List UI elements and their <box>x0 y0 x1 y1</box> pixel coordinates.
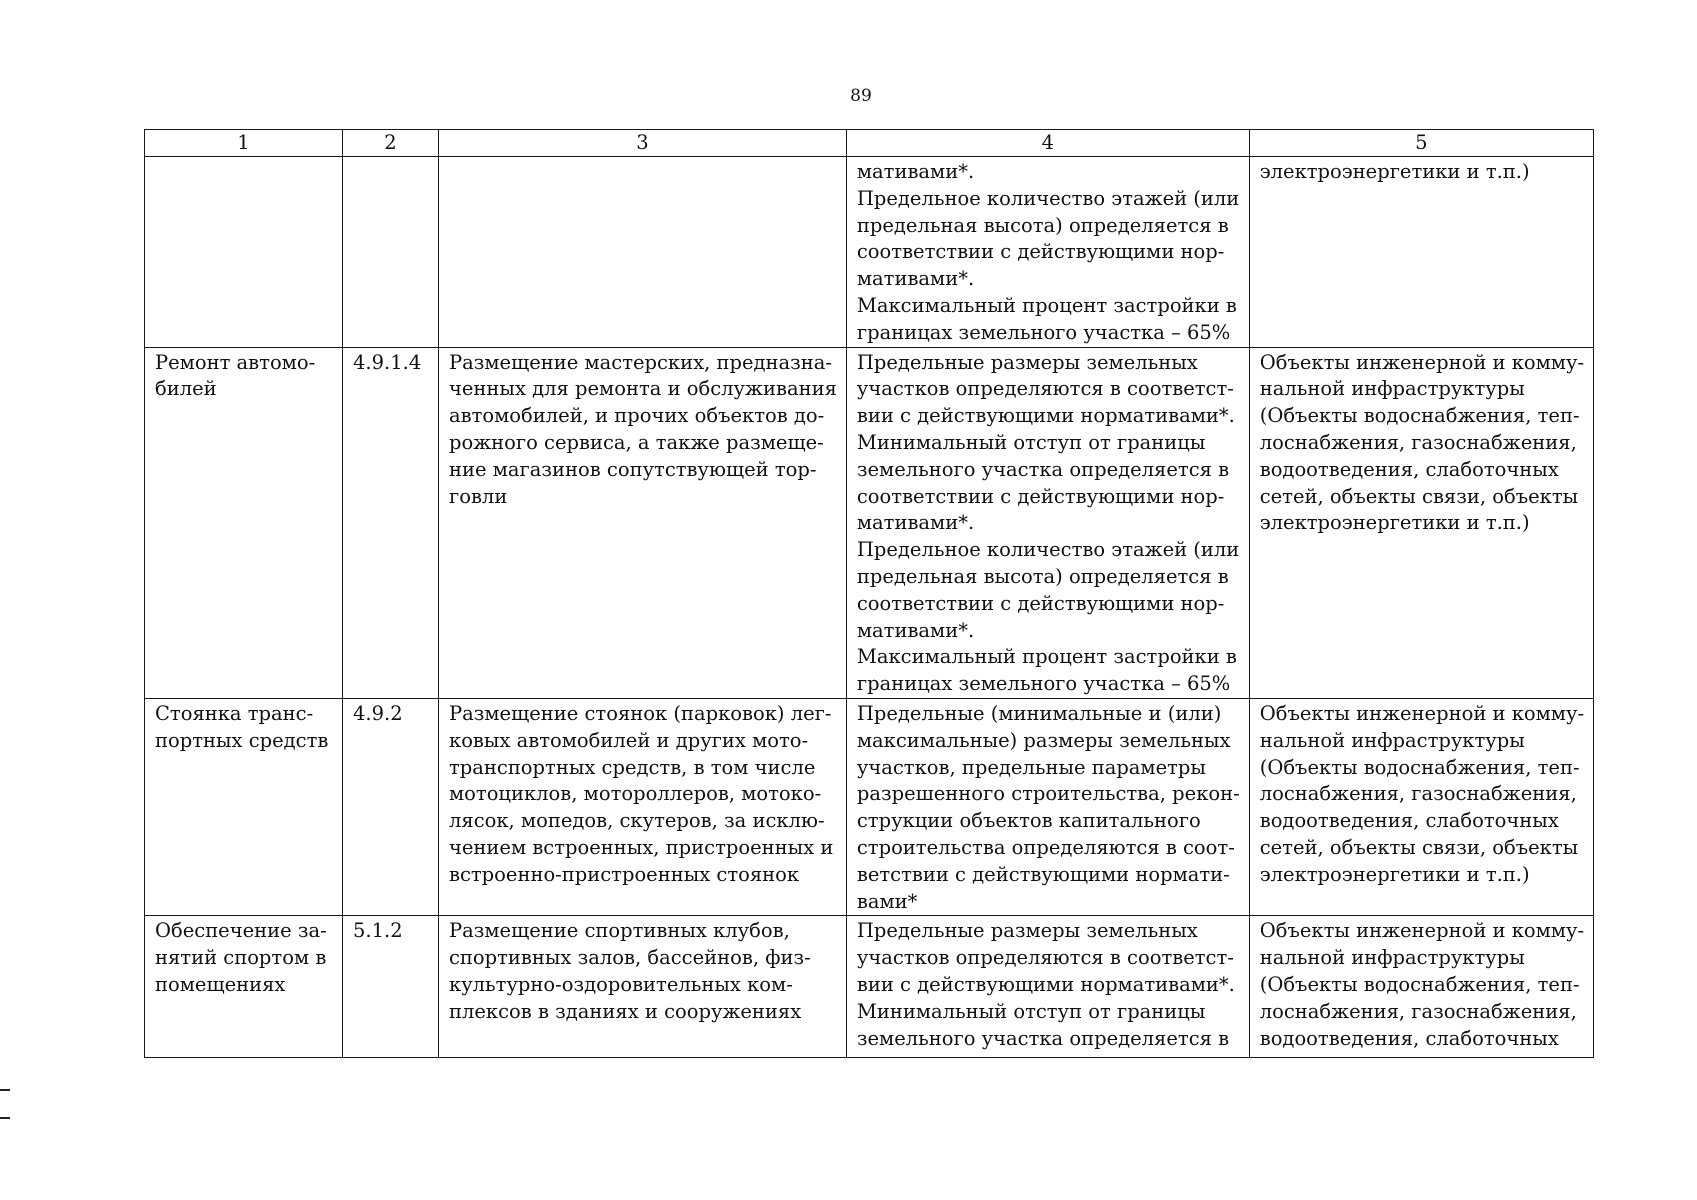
cell-text-line: лоснабжения, газоснабжения, <box>1259 999 1577 1023</box>
use-name-cell <box>145 916 343 1058</box>
cell-text-line: мативами*. <box>856 267 975 291</box>
column-header-3: 3 <box>439 130 847 157</box>
table-row <box>145 698 1594 915</box>
cell-text-line: плексов в зданиях и сооружениях <box>449 999 802 1023</box>
cell-text-line: Минимальный отступ от границы <box>856 999 1206 1023</box>
cell-text-line: участков определяются в соответст- <box>856 946 1234 970</box>
cell-text-line: земельного участка определяется в <box>856 1026 1230 1050</box>
cell-text-line: ние магазинов сопутствующей тор- <box>449 457 817 481</box>
column-header-1: 1 <box>145 130 343 157</box>
cell-text-line: Размещение стоянок (парковок) лег- <box>449 701 832 725</box>
cell-text-line: электроэнергетики и т.п.) <box>1259 160 1530 183</box>
cell-text-line: Размещение спортивных клубов, <box>449 919 790 943</box>
cell-text-line: автомобилей, и прочих объектов до- <box>449 404 825 428</box>
cell-text-line: предельная высота) определяется в <box>856 213 1229 237</box>
margin-tick-mark <box>0 1117 10 1119</box>
cell-text-line: Обеспечение за- <box>155 919 327 943</box>
use-description-cell <box>439 157 847 348</box>
cell-text-line: (Объекты водоснабжения, теп- <box>1259 404 1580 428</box>
column-header-2: 2 <box>343 130 439 157</box>
cell-text-line: нальной инфраструктуры <box>1259 728 1525 752</box>
cell-text-line: лясок, мопедов, скутеров, за исклю- <box>449 809 825 833</box>
use-description-cell <box>439 916 847 1058</box>
cell-text-line: (Объекты водоснабжения, теп- <box>1259 755 1580 779</box>
cell-text-line: ковых автомобилей и других мото- <box>449 728 809 752</box>
cell-text-line: соответствии с действующими нор- <box>856 240 1225 264</box>
cell-text-line: нятий спортом в <box>155 946 327 970</box>
infrastructure-cell <box>1249 916 1593 1058</box>
cell-text-line: максимальные) размеры земельных <box>856 728 1231 752</box>
infrastructure-cell <box>1249 347 1593 698</box>
cell-text-line: Объекты инженерной и комму- <box>1259 919 1585 943</box>
cell-text-line: границах земельного участка – 65% <box>856 672 1231 696</box>
cell-text-line: Стоянка транс- <box>155 701 314 725</box>
cell-text-line: транспортных средств, в том числе <box>449 755 816 779</box>
table-row <box>145 347 1594 698</box>
cell-text-line: мативами*. <box>856 618 975 642</box>
cell-text-line: чением встроенных, пристроенных и <box>449 835 834 859</box>
use-description-cell <box>439 698 847 915</box>
cell-text-line: вами* <box>856 889 918 913</box>
cell-text-line: электроэнергетики и т.п.) <box>1259 862 1530 886</box>
cell-text-line: соответствии с действующими нор- <box>856 484 1225 508</box>
cell-text-line: водоотведения, слаботочных <box>1259 1026 1559 1050</box>
margin-tick-mark <box>0 1089 10 1091</box>
parameters-cell <box>846 157 1249 348</box>
cell-text-line: сетей, объекты связи, объекты <box>1259 835 1579 859</box>
cell-text-line: Предельное количество этажей (или <box>856 186 1240 210</box>
cell-text-line: водоотведения, слаботочных <box>1259 809 1559 833</box>
cell-text-line: мативами*. <box>856 160 975 183</box>
cell-text-line: лоснабжения, газоснабжения, <box>1259 782 1577 806</box>
cell-text-line: Максимальный процент застройки в <box>856 293 1237 317</box>
cell-text-line: вии с действующими нормативами*. <box>856 972 1235 996</box>
parameters-cell <box>846 698 1249 915</box>
cell-text-line: нальной инфраструктуры <box>1259 946 1525 970</box>
cell-text-line: встроенно-пристроенных стоянок <box>449 862 800 886</box>
column-header-5: 5 <box>1249 130 1593 157</box>
cell-text-line: соответствии с действующими нор- <box>856 591 1225 615</box>
zoning-table <box>144 129 1594 1058</box>
use-name-cell <box>145 157 343 348</box>
cell-text-line: Максимальный процент застройки в <box>856 645 1237 669</box>
cell-text-line: мотоциклов, мотороллеров, мотоко- <box>449 782 822 806</box>
cell-text-line: нальной инфраструктуры <box>1259 377 1525 401</box>
cell-text-line: рожного сервиса, а также размеще- <box>449 430 824 454</box>
cell-text-line: сетей, объекты связи, объекты <box>1259 484 1579 508</box>
use-code-cell: 4.9.2 <box>343 698 439 915</box>
use-description-cell <box>439 347 847 698</box>
cell-text-line: Предельные размеры земельных <box>856 350 1198 374</box>
cell-text-line: лоснабжения, газоснабжения, <box>1259 430 1577 454</box>
cell-text-line: мативами*. <box>856 511 975 535</box>
cell-text-line: Предельные (минимальные и (или) <box>856 701 1222 725</box>
cell-text-line: портных средств <box>155 728 329 752</box>
cell-text-line: Объекты инженерной и комму- <box>1259 350 1585 374</box>
use-code-cell: 5.1.2 <box>343 916 439 1058</box>
cell-text-line: струкции объектов капитального <box>856 809 1201 833</box>
cell-text-line: Ремонт автомо- <box>155 350 316 374</box>
cell-text-line: билей <box>155 377 217 401</box>
cell-text-line: (Объекты водоснабжения, теп- <box>1259 972 1580 996</box>
parameters-cell <box>846 347 1249 698</box>
cell-text-line: спортивных залов, бассейнов, физ- <box>449 946 811 970</box>
cell-text-line: Размещение мастерских, предназна- <box>449 350 833 374</box>
cell-text-line: ветствии с действующими нормати- <box>856 862 1230 886</box>
cell-text-line: Минимальный отступ от границы <box>856 430 1206 454</box>
infrastructure-cell <box>1249 698 1593 915</box>
column-header-4: 4 <box>846 130 1249 157</box>
use-name-cell <box>145 698 343 915</box>
cell-text-line: Предельное количество этажей (или <box>856 538 1240 562</box>
cell-text-line: участков, предельные параметры <box>856 755 1206 779</box>
cell-text-line: культурно-оздоровительных ком- <box>449 972 793 996</box>
parameters-cell <box>846 916 1249 1058</box>
cell-text-line: Объекты инженерной и комму- <box>1259 701 1585 725</box>
cell-text-line: ченных для ремонта и обслуживания <box>449 377 837 401</box>
use-code-cell: 4.9.1.4 <box>343 347 439 698</box>
cell-text-line: строительства определяются в соот- <box>856 835 1235 859</box>
page-number: 89 <box>850 86 872 106</box>
table-row <box>145 157 1594 348</box>
cell-text-line: земельного участка определяется в <box>856 457 1230 481</box>
infrastructure-cell <box>1249 157 1593 348</box>
cell-text-line: предельная высота) определяется в <box>856 564 1229 588</box>
table-header-row <box>145 130 1594 157</box>
cell-text-line: вии с действующими нормативами*. <box>856 404 1235 428</box>
cell-text-line: электроэнергетики и т.п.) <box>1259 511 1530 535</box>
cell-text-line: участков определяются в соответст- <box>856 377 1234 401</box>
cell-text-line: помещениях <box>155 972 286 996</box>
cell-text-line: границах земельного участка – 65% <box>856 320 1231 344</box>
use-name-cell <box>145 347 343 698</box>
use-code-cell <box>343 157 439 348</box>
cell-text-line: водоотведения, слаботочных <box>1259 457 1559 481</box>
cell-text-line: разрешенного строительства, рекон- <box>856 782 1240 806</box>
cell-text-line: говли <box>449 484 508 508</box>
cell-text-line: Предельные размеры земельных <box>856 919 1198 943</box>
table-row <box>145 916 1594 1058</box>
